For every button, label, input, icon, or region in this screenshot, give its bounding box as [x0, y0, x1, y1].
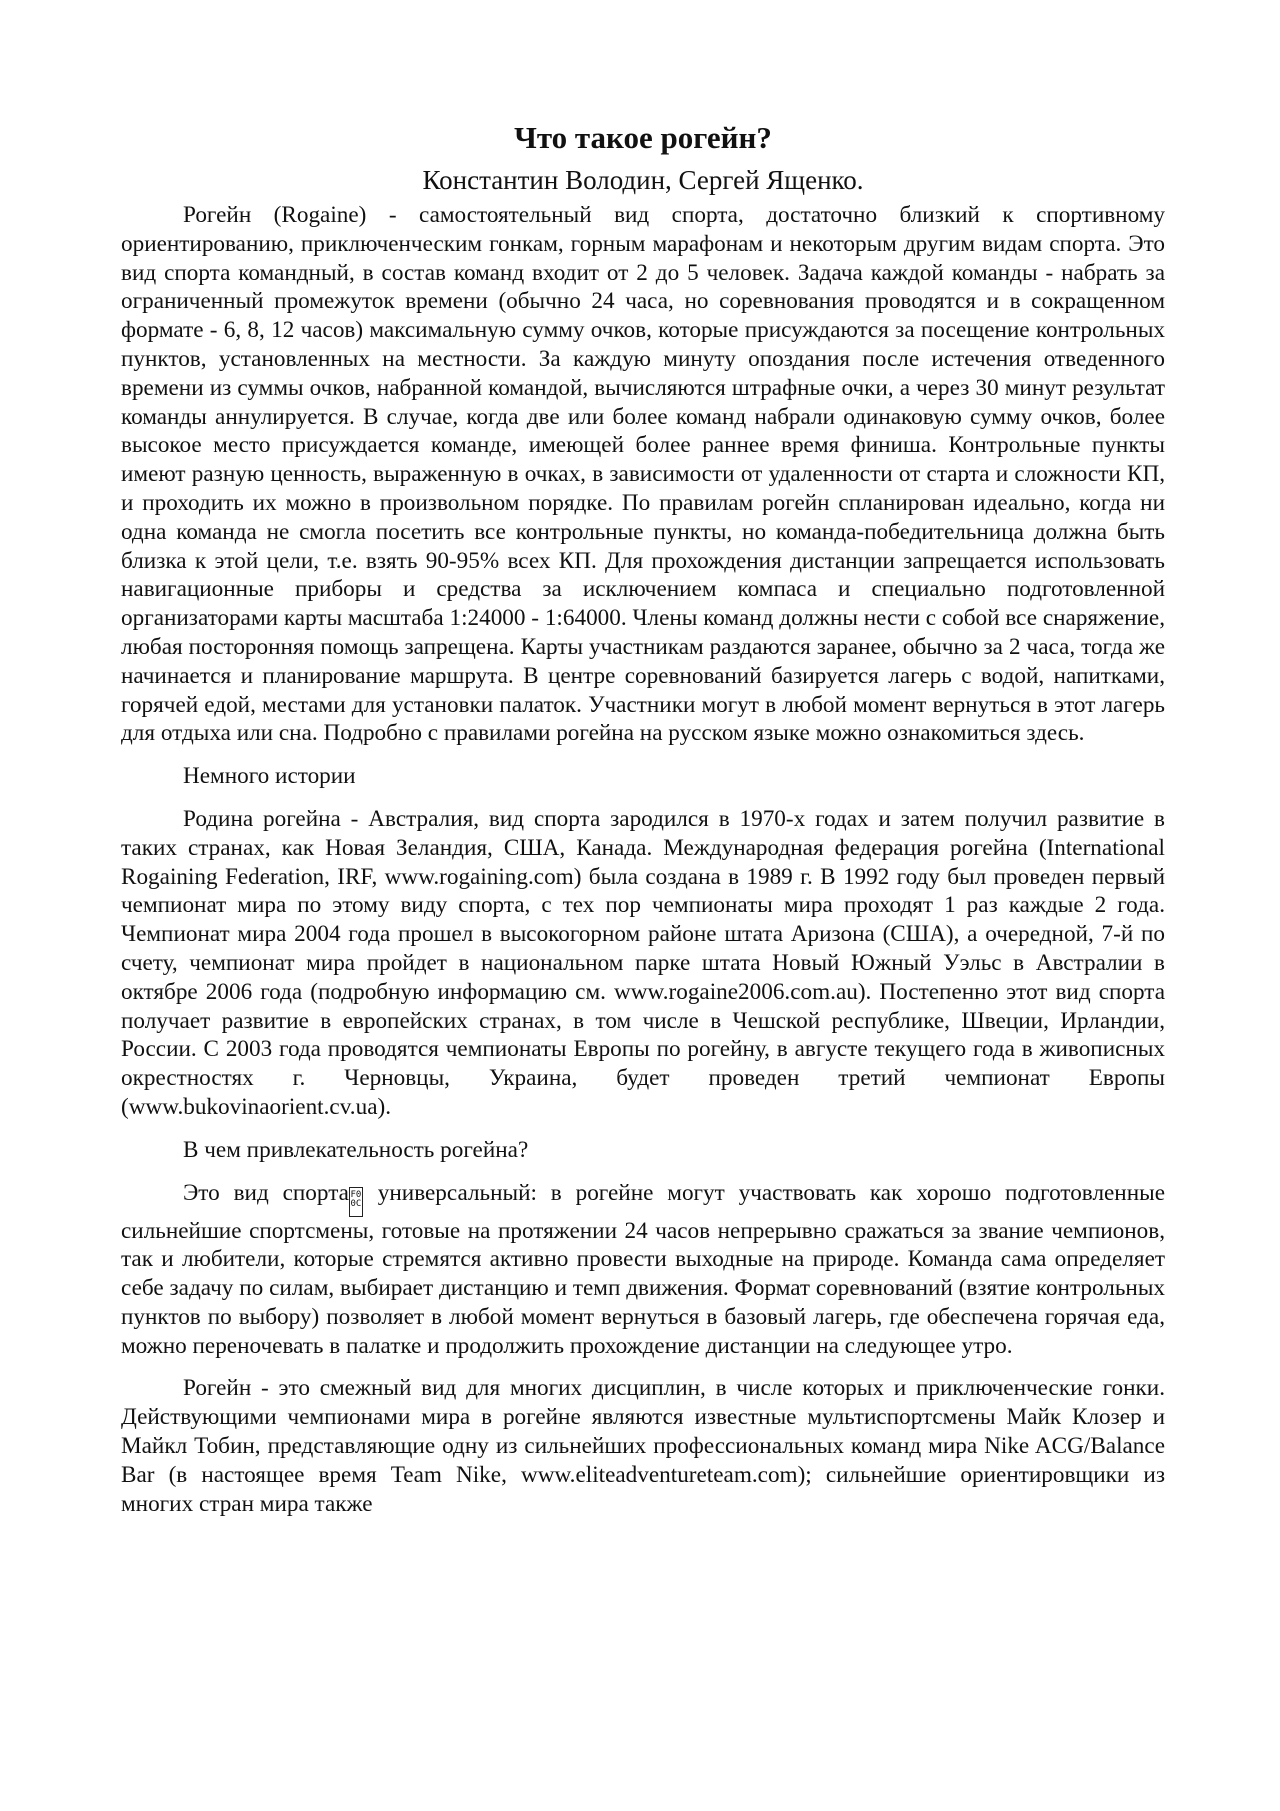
- paragraph-attraction-rest: универсальный: в рогейне могут участвовать как хорошо подготовленные сильнейшие спортсмены, готовые на протяжении 24 часов непрерывно сражаться за звание чемпионов, так и любители, которые стремятся активно провести выходные на природе. Команда сама определяет себе задачу по силам, выбирает дистанцию и темп движения. Формат соревнований (взятие контрольных пунктов по выбору) позволяет в любой момент вернуться в базовый лагерь, где обеспечена горячая еда, можно переночевать в палатке и продолжить прохождение дистанции на следующее утро.: [121, 1179, 1165, 1359]
- paragraph-history: Родина рогейна - Австралия, вид спорта зародился в 1970-х годах и затем получил развитие в таких странах, как Новая Зеландия, США, Канада. Международная федерация рогейна (International Rogaining Federation, IRF, www.rogaining.com) была создана в 1989 г. В 1992 году был проведен первый чемпионат мира по этому виду спорта, с тех пор чемпионаты мира проходят 1 раз каждые 2 года. Чемпионат мира 2004 года прошел в высокогорном районе штата Аризона (США), а очередной, 7-й по счету, чемпионат мира пройдет в национальном парке штата Новый Южный Уэльс в Австралии в октябре 2006 года (подробную информацию см. www.rogaine2006.com.au). Постепенно этот вид спорта получает развитие в европейских странах, в том числе в Чешской республике, Швеции, Ирландии, России. С 2003 года проводятся чемпионаты Европы по рогейну, в августе текущего года в живописных окрестностях г. Черновцы, Украина, будет проведен третий чемпионат Европы (www.bukovinaorient.cv.ua).: [121, 805, 1165, 1120]
- document-authors: Константин Володин, Сергей Ященко.: [422, 165, 864, 195]
- document-title: Что такое рогейн?: [514, 120, 772, 155]
- paragraph-attraction-start: Это вид спорта: [183, 1179, 349, 1206]
- heading-history: Немного истории: [183, 763, 356, 790]
- paragraph-disciplines: Рогейн - это смежный вид для многих дисциплин, в числе которых и приключенческие гонки. Действующими чемпионами мира в рогейне являются известные мультиспортсмены Майк Клозер и Майкл Тобин, представляющие одну из сильнейших профессиональных команд мира Nike ACG/Balance Bar (в настоящее время Team Nike, www.eliteadventureteam.com); сильнейшие ориентировщики из многих стран мира также: [121, 1375, 1165, 1517]
- heading-attraction: В чем привлекательность рогейна?: [183, 1136, 529, 1163]
- paragraph-intro: Рогейн (Rogaine) - самостоятельный вид спорта, достаточно близкий к спортивному ориентированию, приключенческим гонкам, горным марафонам и некоторым другим видам спорта. Это вид спорта командный, в состав команд входит от 2 до 5 человек. Задача каждой команды - набрать за ограниченный промежуток времени (обычно 24 часа, но соревнования проводятся и в сокращенном формате - 6, 8, 12 часов) максимальную сумму очков, которые присуждаются за посещение контрольных пунктов, установленных на местности. За каждую минуту опоздания после истечения отведенного времени из суммы очков, набранной командой, вычисляются штрафные очки, а через 30 минут результат команды аннулируется. В случае, когда две или более команд набрали одинаковую сумму очков, более высокое место присуждается команде, имеющей более раннее время финиша. Контрольные пункты имеют разную ценность, выраженную в очках, в зависимости от удаленности от старта и сложности КП, и проходить их можно в произвольном порядке. По правилам рогейн спланирован идеально, когда ни одна команда не смогла посетить все контрольные пункты, но команда-победительница должна быть близка к этой цели, т.е. взять 90-95% всех КП. Для прохождения дистанции запрещается использовать навигационные приборы и средства за исключением компаса и специально подготовленной организаторами карты масштаба 1:24000 - 1:64000. Члены команд должны нести с собой все снаряжение, любая посторонняя помощь запрещена. Карты участникам раздаются заранее, обычно за 2 часа, тогда же начинается и планирование маршрута. В центре соревнований базируется лагерь с водой, напитками, горячей едой, местами для установки палаток. Участники могут в любой момент вернуться в этот лагерь для отдыха или сна. Подробно с правилами рогейна на русском языке можно ознакомиться здесь.: [121, 202, 1165, 747]
- paragraph-attraction: [121, 1179, 1165, 1361]
- document-page: [121, 118, 1165, 1532]
- missing-glyph-icon: F0 0C: [349, 1187, 363, 1217]
